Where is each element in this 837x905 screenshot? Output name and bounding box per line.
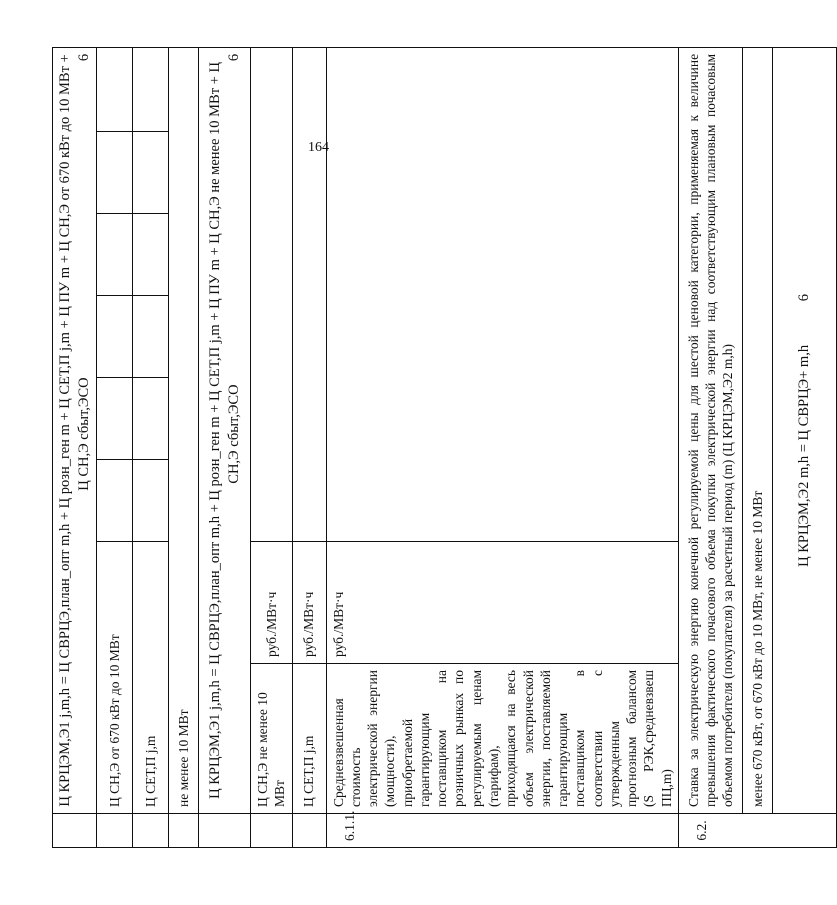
- formula-e2-text: Ц КРЦЭМ,Э2 m,h = Ц СВРЦЭ+ m,h: [796, 344, 813, 567]
- label-row-set: [133, 47, 169, 847]
- formula-number: 6: [75, 53, 92, 62]
- label-row-670: [97, 47, 133, 847]
- formula-row-3: [772, 47, 836, 847]
- label-cell: Ц СЕТ,П j,m: [292, 664, 326, 814]
- item-611-row: [326, 47, 678, 847]
- unit-cell: руб./МВт·ч: [251, 542, 293, 664]
- label-cell: Ц СН,Э не менее 10 МВт: [251, 664, 293, 814]
- header-row-10mw: [169, 47, 199, 847]
- rotated-table-page: [52, 48, 813, 848]
- formula-e1-text: Ц КРЦЭМ,Э1 j,m,h = Ц СВРЦЭ,план_опт m,h + Ц розн_ген m + Ц СЕТ,П j,m + Ц ПУ m + Ц СН,Э не менее 10 МВт + Ц СН,Э сбыт,ЭСО: [207, 62, 242, 799]
- label-cell: Ц СН,Э от 670 кВт до 10 МВт: [97, 542, 133, 814]
- subheader-row: [742, 47, 772, 847]
- item-62-row: [678, 47, 742, 847]
- item-text: Ставка за электрическую энергию конечной регулируемой цены для шестой ценовой категории, применяемая к величине превышения фактического почасового объема покупки электрической энергии над соответствующим плановым почасовым объемом потребителя (покупателя) за расчетный период (m) (Ц КРЦЭМ,Э2 m,h): [678, 47, 742, 813]
- formula-row-1: [53, 47, 97, 847]
- formula-number: 6: [225, 53, 242, 62]
- tariff-table: [52, 47, 837, 848]
- item-text: Средневзвешенная стоимость электрической энергии (мощности), приобретаемой гарантирующим поставщиком на розничных рынках по регулируемым ценам (тарифам), приходящаяся на весь объем электрической энергии, поставляемой гарантирующим поставщиком в соответствии с утвержденным прогнозным балансом (S РЭК,средневзвеш ПЦ,m): [326, 664, 678, 814]
- item-number: 6.1.1.: [326, 814, 678, 848]
- formula-row-2: [199, 47, 251, 847]
- unit-cell: руб./МВт·ч: [326, 542, 678, 664]
- section-header: не менее 10 МВт: [169, 47, 199, 813]
- label-row-set2: [292, 47, 326, 847]
- unit-cell: руб./МВт·ч: [292, 542, 326, 664]
- section-header: менее 670 кВт, от 670 кВт до 10 МВт, не менее 10 МВт: [742, 47, 772, 813]
- formula-e1-text: Ц КРЦЭМ,Э1 j,m,h = Ц СВРЦЭ,план_опт m,h + Ц розн_ген m + Ц СЕТ,П j,m + Ц ПУ m + Ц СН,Э от 670 кВт до 10 МВт + Ц СН,Э сбыт,ЭСО: [57, 54, 92, 807]
- formula-number: 6: [796, 294, 813, 302]
- page-number: 164: [308, 140, 329, 155]
- label-row-10mw: [251, 47, 293, 847]
- label-cell: Ц СЕТ,П j,m: [133, 542, 169, 814]
- item-number: 6.2.: [678, 814, 836, 848]
